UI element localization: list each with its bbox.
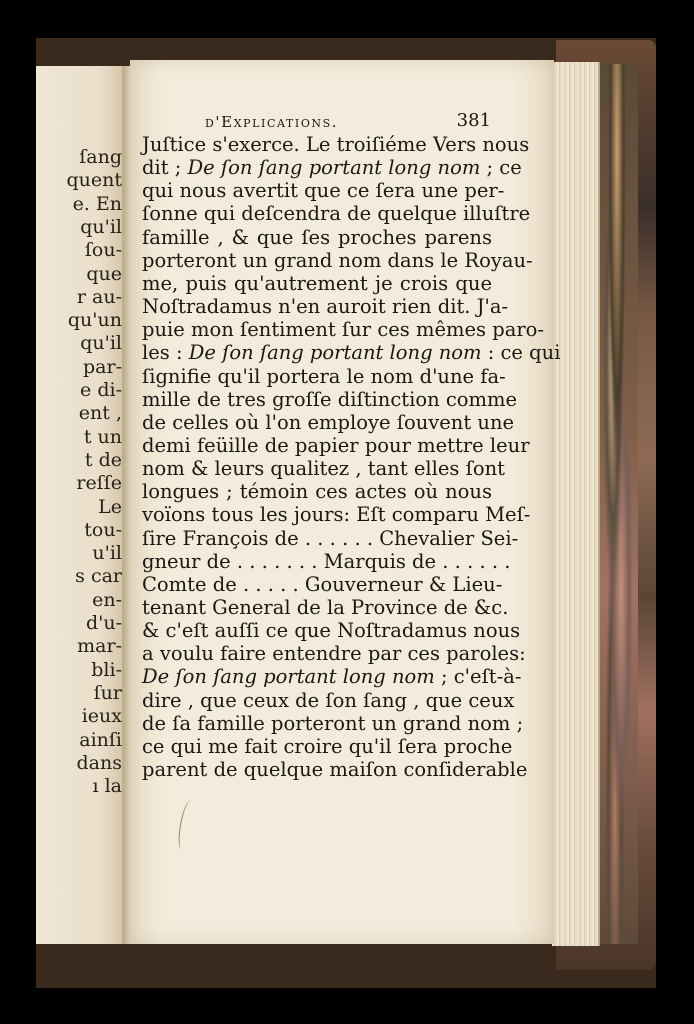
text-run: gneur de . . . . . . . Marquis de . . . . . . <box>142 549 511 573</box>
left-page-line: reſſe <box>76 472 122 495</box>
left-page-line: r au- <box>76 285 122 308</box>
italic-quote: De ſon ſang portant long nom <box>188 341 482 365</box>
text-line <box>142 178 505 203</box>
text-line <box>142 711 524 736</box>
left-page-line: qu'il <box>80 332 122 355</box>
text-run: demi feüille de papier pour mettre leur <box>142 433 530 457</box>
left-page-line: t de <box>84 448 122 471</box>
text-line <box>142 225 492 250</box>
text-run: puie mon ſentiment ſur ces mêmes paro- <box>142 318 545 342</box>
text-line <box>142 572 503 597</box>
text-line <box>142 271 492 296</box>
left-page-line: e di- <box>80 379 122 401</box>
text-run: me, puis qu'autrement je crois que <box>142 271 492 295</box>
text-line <box>142 340 561 365</box>
italic-quote: De ſon ſang portant long nom <box>142 665 435 689</box>
text-line <box>142 248 533 273</box>
text-line <box>142 294 509 319</box>
text-run: ; ce <box>480 156 522 180</box>
text-run: ce qui me fait croire qu'il ſera proche <box>142 734 513 758</box>
page-number: 381 <box>456 110 491 131</box>
text-line <box>142 688 515 713</box>
text-run: nom & leurs qualitez , tant elles ſont <box>142 457 505 481</box>
text-run: : ce qui <box>481 341 561 365</box>
left-page-line: dans <box>76 751 122 774</box>
text-line <box>142 502 531 527</box>
left-page-line: e. En <box>72 192 122 215</box>
text-line <box>142 549 511 574</box>
left-page-line: ſur <box>93 681 122 704</box>
text-line <box>142 132 530 157</box>
text-run: qui nous avertit que ce ſera une per- <box>142 179 505 203</box>
left-page-line: ſou- <box>84 239 122 262</box>
text-line <box>142 317 545 342</box>
running-head-title: d'Explications. <box>205 113 339 131</box>
text-run: a voulu faire entendre par ces paroles: <box>142 642 526 666</box>
text-run: de ſa famille porteront un grand nom ; <box>142 711 524 735</box>
left-page-line: que <box>86 262 122 285</box>
text-run: Noſtradamus n'en auroit rien dit. J'a- <box>142 295 509 319</box>
left-page-line: ieux <box>81 705 122 728</box>
text-line <box>142 479 492 504</box>
left-page-line: ſang <box>79 146 122 168</box>
text-line <box>142 201 531 226</box>
text-line <box>142 618 521 643</box>
text-line <box>142 757 528 782</box>
text-line <box>142 433 530 458</box>
text-line <box>142 641 526 666</box>
text-run: dit ; <box>142 156 188 180</box>
text-line <box>142 410 515 435</box>
text-run: ſire François de . . . . . . Chevalier Sei- <box>142 526 519 550</box>
left-page-line: ent , <box>78 402 122 425</box>
left-page-line: qu'un <box>67 309 122 332</box>
left-page-line: ı la <box>92 775 122 798</box>
text-line <box>142 526 519 551</box>
left-page-line: s car <box>75 565 122 588</box>
text-run: voïons tous les jours: Eſt comparu Meſ- <box>142 503 531 527</box>
text-line <box>142 387 518 412</box>
left-page-line: par- <box>83 355 122 378</box>
text-run: porteront un grand nom dans le Royau- <box>142 248 533 272</box>
marbled-endpaper <box>596 64 638 944</box>
text-run: ſonne qui deſcendra de quelque illuſtre <box>142 202 531 226</box>
text-run: de celles où l'on employe ſouvent une <box>142 410 515 434</box>
left-page-line: tou- <box>84 518 122 541</box>
italic-quote: De ſon ſang portant long nom <box>187 156 481 180</box>
text-line <box>142 456 505 481</box>
text-line <box>142 734 513 759</box>
left-page-line: mar- <box>77 635 122 658</box>
left-page-line: en- <box>92 588 122 611</box>
left-page-line: u'il <box>92 542 122 565</box>
left-page-line: quent <box>66 169 122 192</box>
page-block-edge <box>552 62 600 946</box>
left-page-line: bli- <box>91 658 122 681</box>
text-line <box>142 664 522 689</box>
left-page-line: qu'il <box>80 215 122 238</box>
text-run: les : <box>142 341 189 365</box>
text-run: tenant General de la Province de &c. <box>142 596 509 619</box>
text-run: ; c'eſt-à- <box>434 665 522 689</box>
text-run: ſignifie qu'il portera le nom d'une fa- <box>142 364 506 388</box>
left-page <box>36 66 128 944</box>
text-run: Comte de . . . . . Gouverneur & Lieu- <box>142 572 503 596</box>
text-run: Juſtice s'exerce. Le troiſiéme Vers nous <box>142 133 530 156</box>
left-page-line: d'u- <box>85 612 122 634</box>
text-run: mille de tres groſſe diſtinction comme <box>142 387 518 411</box>
left-page-line: t un <box>83 425 122 448</box>
text-line <box>142 595 509 620</box>
left-page-line: Le <box>98 495 122 518</box>
text-run: parent de quelque maiſon conſiderable <box>142 758 528 782</box>
text-run: famille , & que ſes proches parens <box>142 225 492 249</box>
text-line <box>142 364 506 389</box>
left-page-line: ainſi <box>79 728 122 751</box>
text-run: dire , que ceux de ſon ſang , que ceux <box>142 688 515 712</box>
text-run: & c'eſt auſſi ce que Noſtradamus nous <box>142 619 521 643</box>
text-run: longues ; témoin ces actes où nous <box>142 480 492 504</box>
text-line <box>142 155 522 180</box>
